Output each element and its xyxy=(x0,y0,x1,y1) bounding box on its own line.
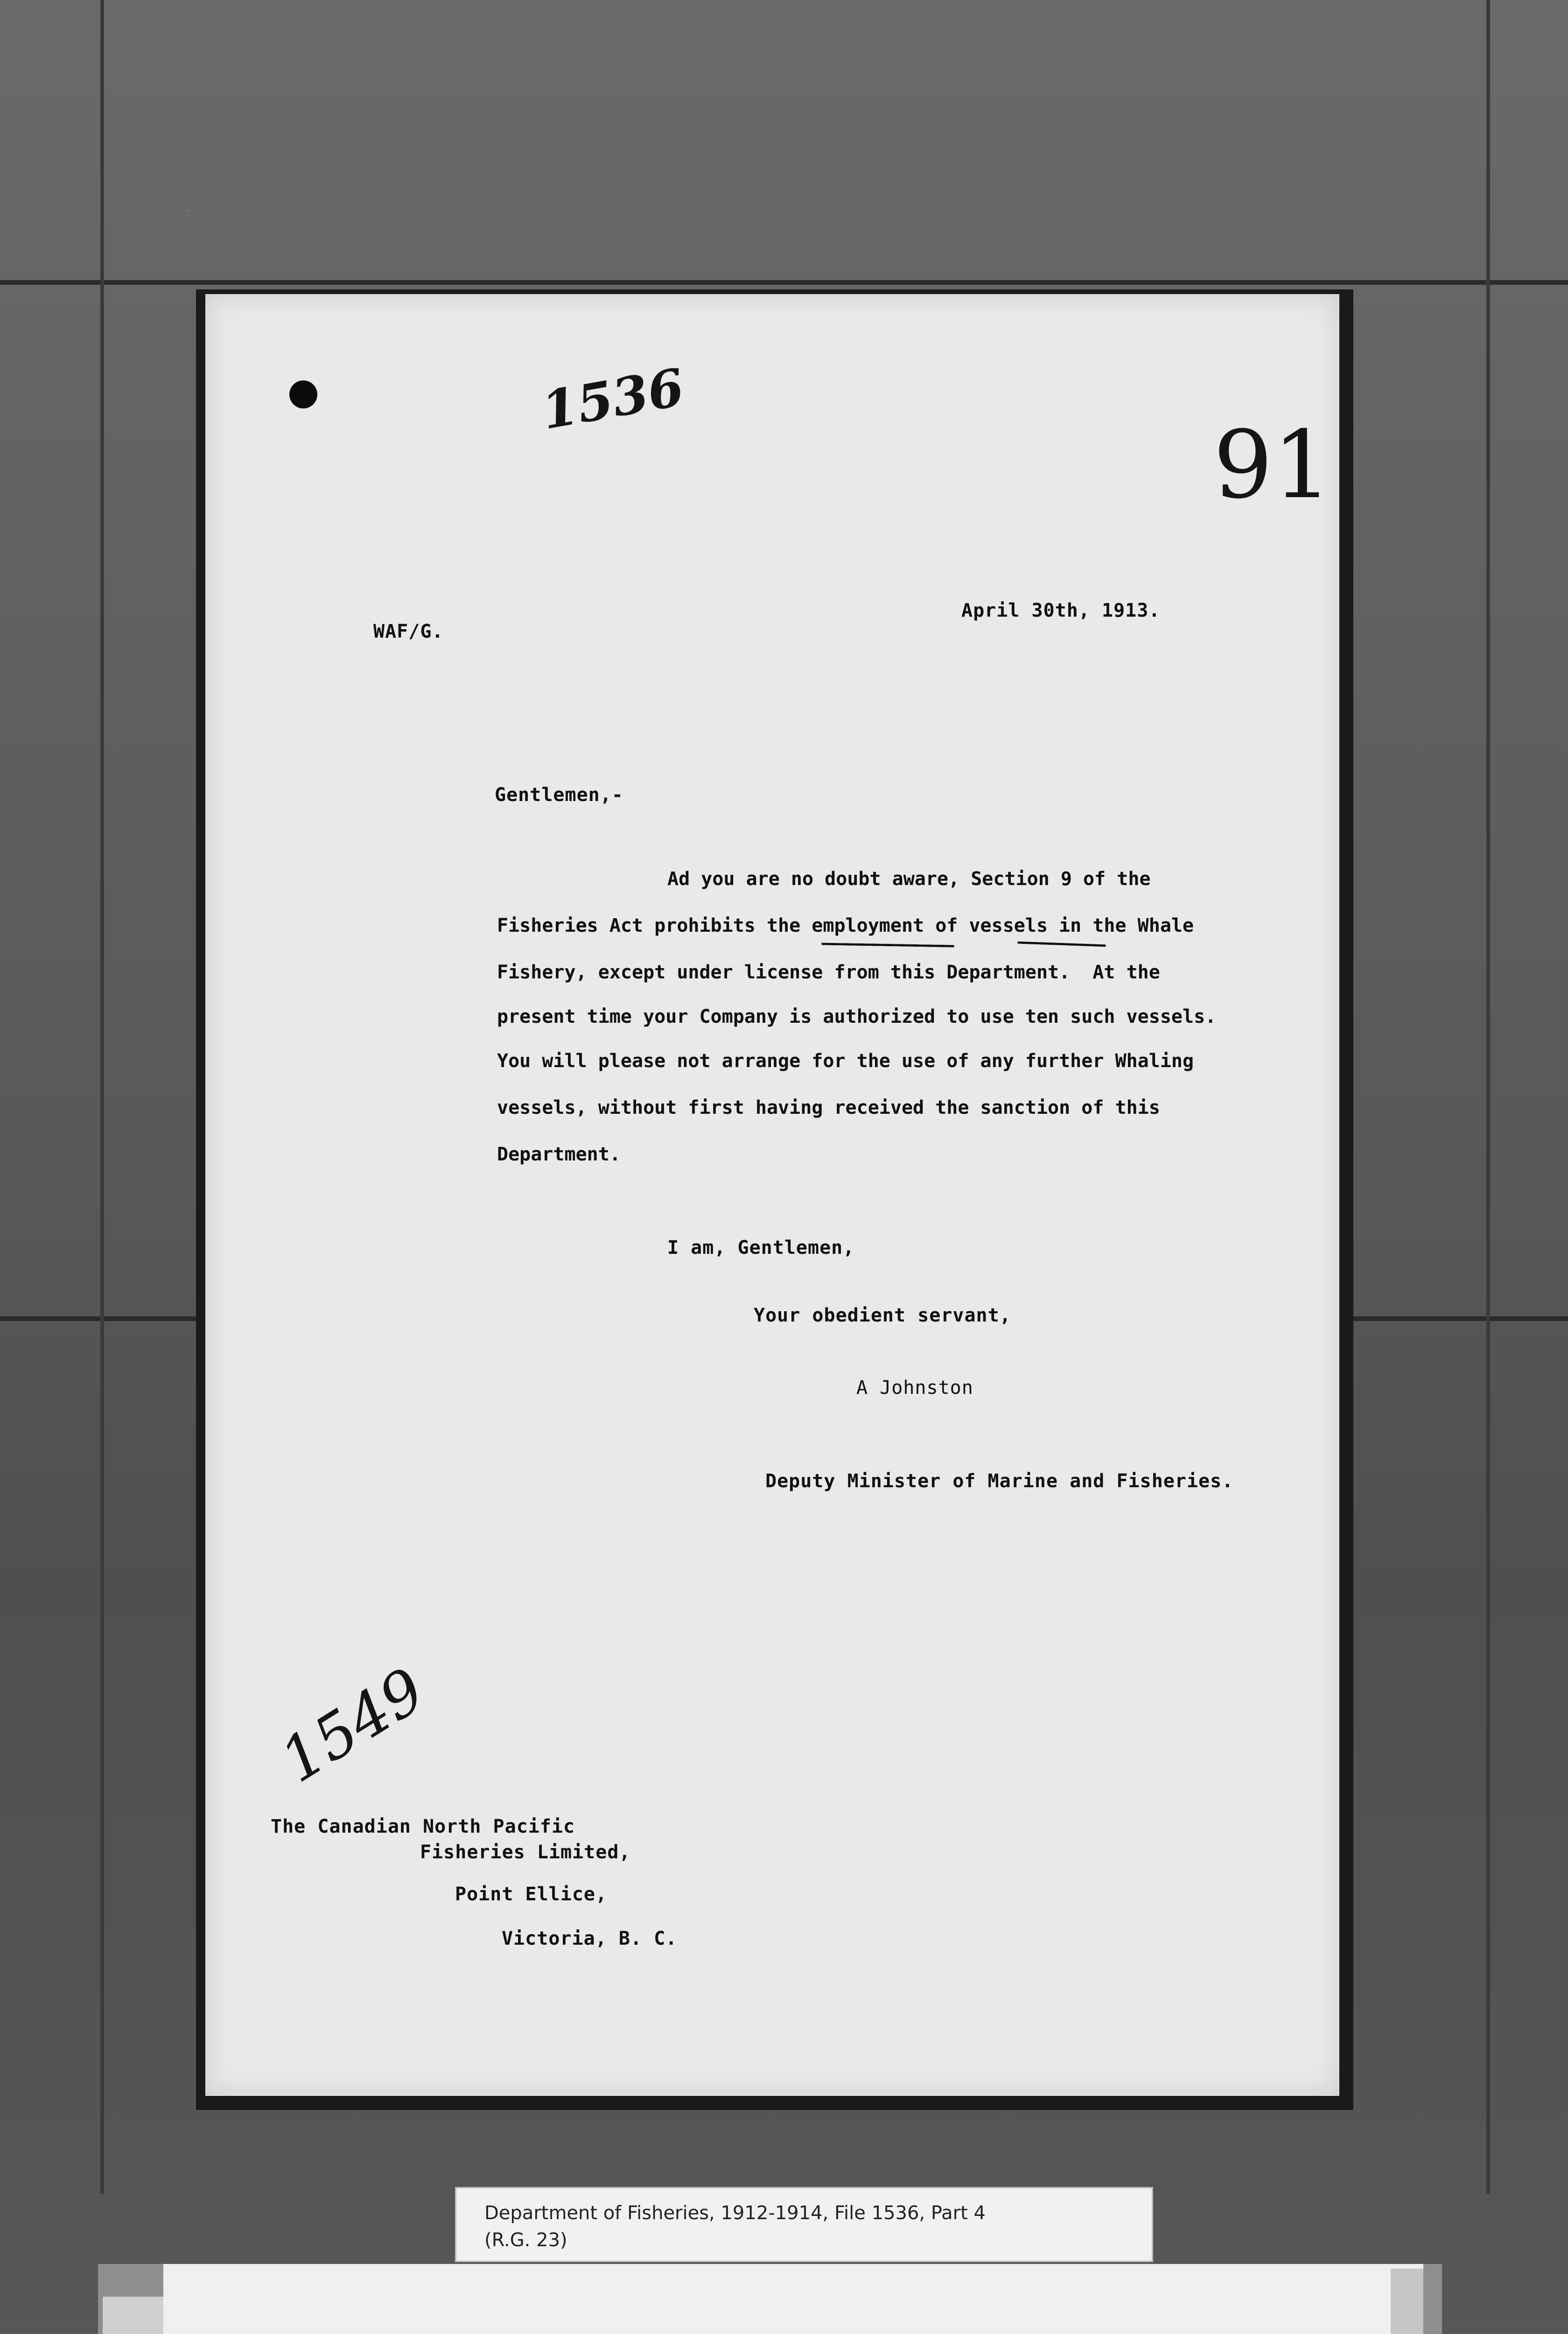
handwritten-file-number: 1536 xyxy=(537,357,689,441)
addressee-line: Point Ellice, xyxy=(455,1884,608,1905)
body-line: present time your Company is authorized to use ten such vessels. xyxy=(497,1006,1217,1027)
body-line: vessels, without first having received the sanction of this xyxy=(497,1097,1160,1118)
signatory-title: Deputy Minister of Marine and Fisheries. xyxy=(765,1470,1234,1492)
punch-hole xyxy=(289,380,317,408)
signature: A Johnston xyxy=(856,1377,973,1399)
closing: I am, Gentlemen, xyxy=(667,1237,855,1258)
body-line: You will please not arrange for the use of any further Whaling xyxy=(497,1050,1194,1072)
addressee-line: Fisheries Limited, xyxy=(420,1842,631,1863)
handwritten-page-number: 91 xyxy=(1213,411,1332,520)
reference-code: WAF/G. xyxy=(373,621,444,642)
body-line: Fishery, except under license from this Department. At the xyxy=(497,962,1160,983)
addressee-line: Victoria, B. C. xyxy=(502,1928,678,1949)
archive-label-card xyxy=(163,2264,1423,2334)
salutation: Gentlemen,- xyxy=(495,784,623,806)
letter-date: April 30th, 1913. xyxy=(961,600,1161,621)
archive-caption xyxy=(455,2187,1153,2262)
board-seam-right xyxy=(1486,0,1490,2194)
body-line: Ad you are no doubt aware, Section 9 of the xyxy=(667,868,1151,890)
board-seam-left xyxy=(100,0,104,2194)
caption-line: (R.G. 23) xyxy=(484,2229,567,2251)
body-line: Department. xyxy=(497,1144,621,1165)
body-line: Fisheries Act prohibits the employment of vessels in the Whale xyxy=(497,915,1194,936)
valediction: Your obedient servant, xyxy=(754,1305,1011,1326)
board-seam-top xyxy=(0,280,1568,285)
caption-line: Department of Fisheries, 1912-1914, File 1536, Part 4 xyxy=(484,2202,986,2224)
label-strip-right xyxy=(1391,2269,1423,2334)
handwritten-margin-note: 1549 xyxy=(268,1654,437,1797)
addressee-line: The Canadian North Pacific xyxy=(271,1816,575,1837)
